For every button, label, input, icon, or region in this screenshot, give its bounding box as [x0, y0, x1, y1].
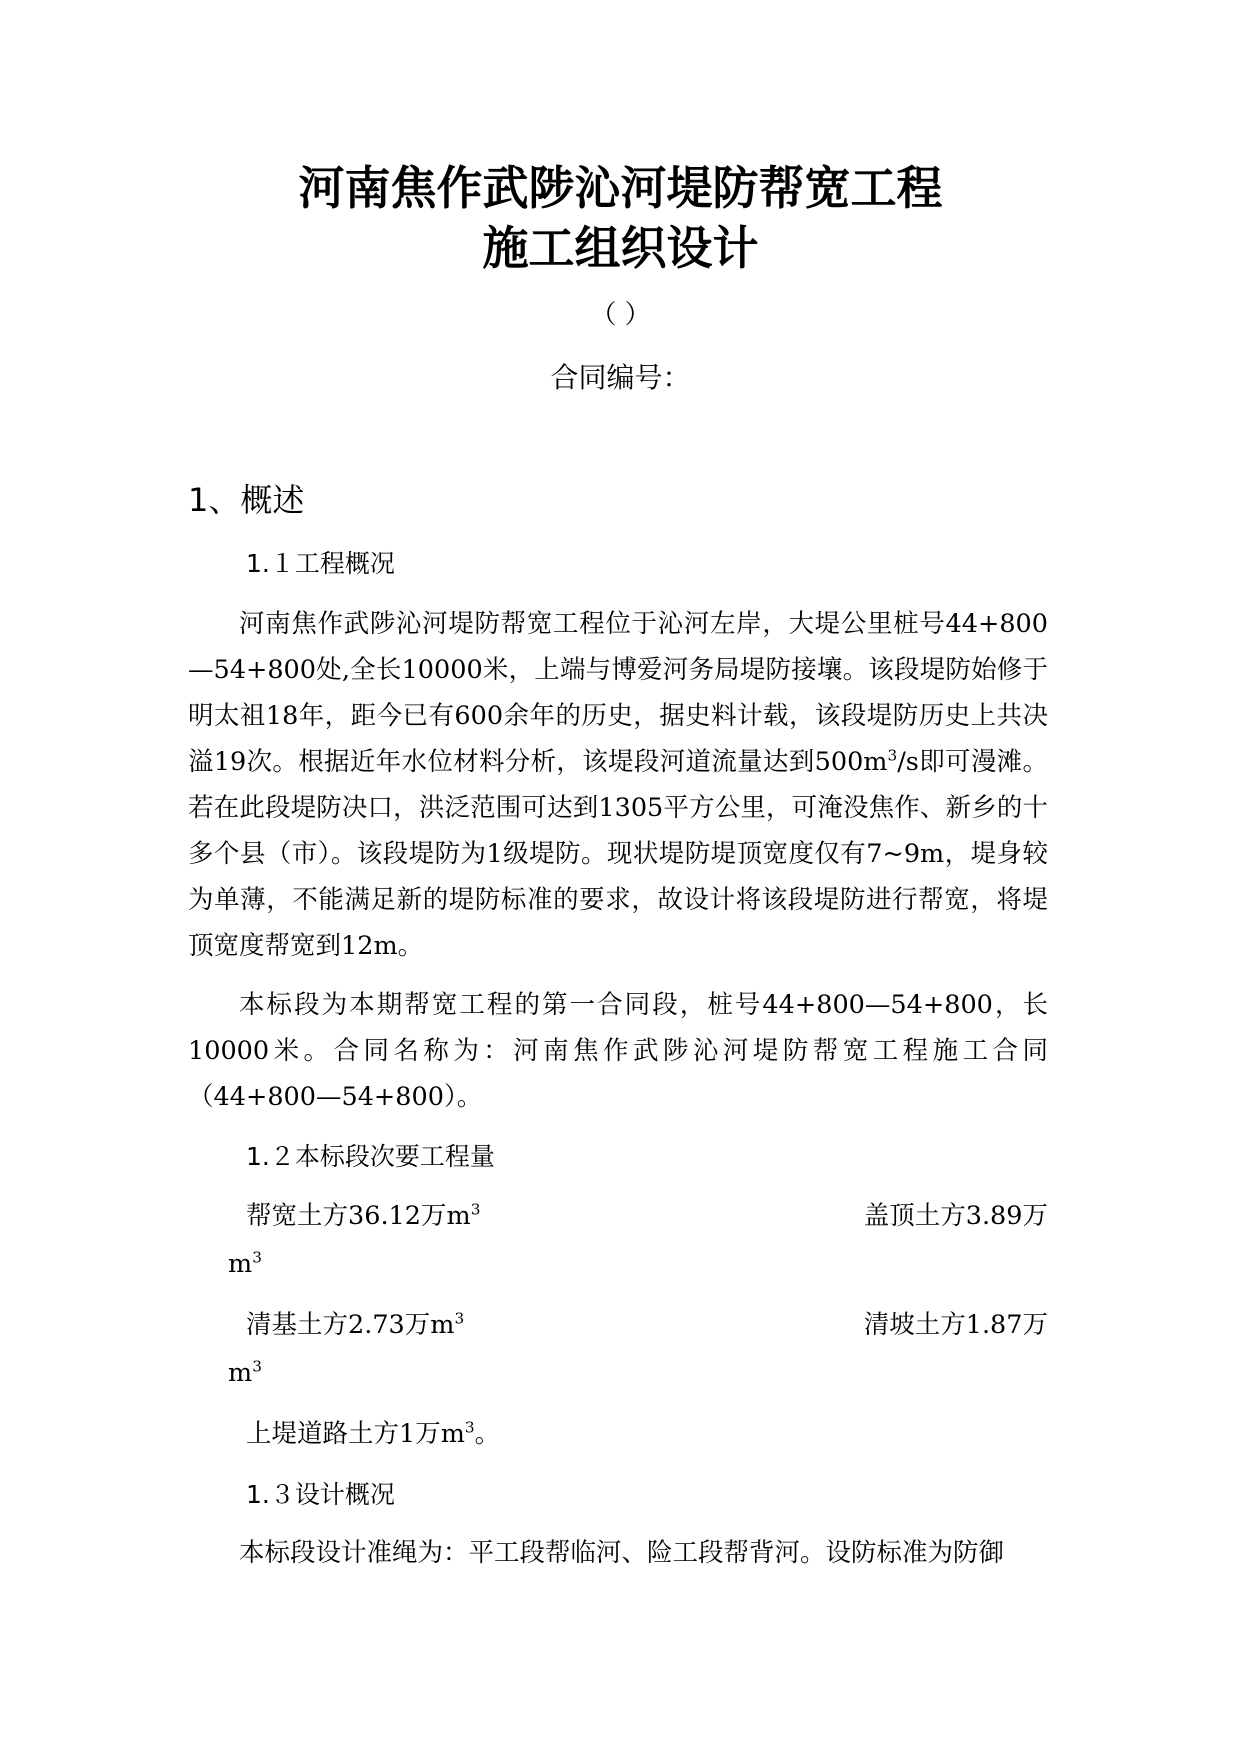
- quantity-item: 清基土方2.73万$m^3$: [246, 1309, 465, 1340]
- document-title-line2: 施工组织设计: [482, 221, 759, 275]
- subsection-heading-project-overview: 1.１工程概况: [246, 549, 395, 578]
- paragraph-design: 本标段设计准绳为：平工段帮临河、险工段帮背河。设防标准为防御: [239, 1538, 1005, 1568]
- paragraph-project-overview: [188, 601, 1048, 969]
- contract-number-label: 合同编号：: [550, 361, 691, 394]
- quantity-row: [228, 1302, 1048, 1348]
- document-parenthetical: （ ）: [590, 300, 651, 330]
- quantity-item: 帮宽土方36.12万$m^3$: [246, 1200, 481, 1231]
- quantity-unit-wrap: $m^3$: [228, 1357, 262, 1388]
- flow-value: 500m: [814, 747, 888, 777]
- subsection-heading-quantities: 1.２本标段次要工程量: [246, 1142, 495, 1171]
- quantity-item-road: 上堤道路土方1万$m^3$。: [246, 1418, 501, 1449]
- quantity-item: 清坡土方1.87万: [863, 1310, 1048, 1340]
- quantity-item: 盖顶土方3.89万: [863, 1201, 1048, 1231]
- subsection-heading-design: 1.３设计概况: [246, 1480, 395, 1509]
- document-title-line1: 河南焦作武陟沁河堤防帮宽工程: [298, 161, 943, 215]
- superscript: 3: [887, 746, 898, 765]
- quantity-unit-wrap: $m^3$: [228, 1248, 262, 1279]
- paragraph-text: 河南焦作武陟沁河堤防帮宽工程位于沁河左岸，大堤公里桩号44+800—54+800处,全长10000米，上端与博爱河务局堤防接壤。该段堤防始修于明太祖18年，距今已有600余年的历史，据史料计载，该段堤防历史上共决溢19次。根据近年水位材料分析，该堤段河道流量达到: [188, 609, 1048, 777]
- paragraph-contract-section: 本标段为本期帮宽工程的第一合同段，桩号44+800—54+800，长10000米。合同名称为：河南焦作武陟沁河堤防帮宽工程施工合同（44+800—54+800）。: [188, 990, 1048, 1112]
- paragraph-text: /s即可漫滩。若在此段堤防决口，洪泛范围可达到1305平方公里，可淹没焦作、新乡的十多个县（市）。该段堤防为1级堤防。现状堤防堤顶宽度仅有7~9m，堤身较为单薄，不能满足新的堤防标准的要求，故设计将该段堤防进行帮宽，将堤顶宽度帮宽到12m。: [188, 747, 1048, 961]
- quantity-row: [228, 1193, 1048, 1239]
- section-heading-overview: 1、概述: [188, 481, 305, 519]
